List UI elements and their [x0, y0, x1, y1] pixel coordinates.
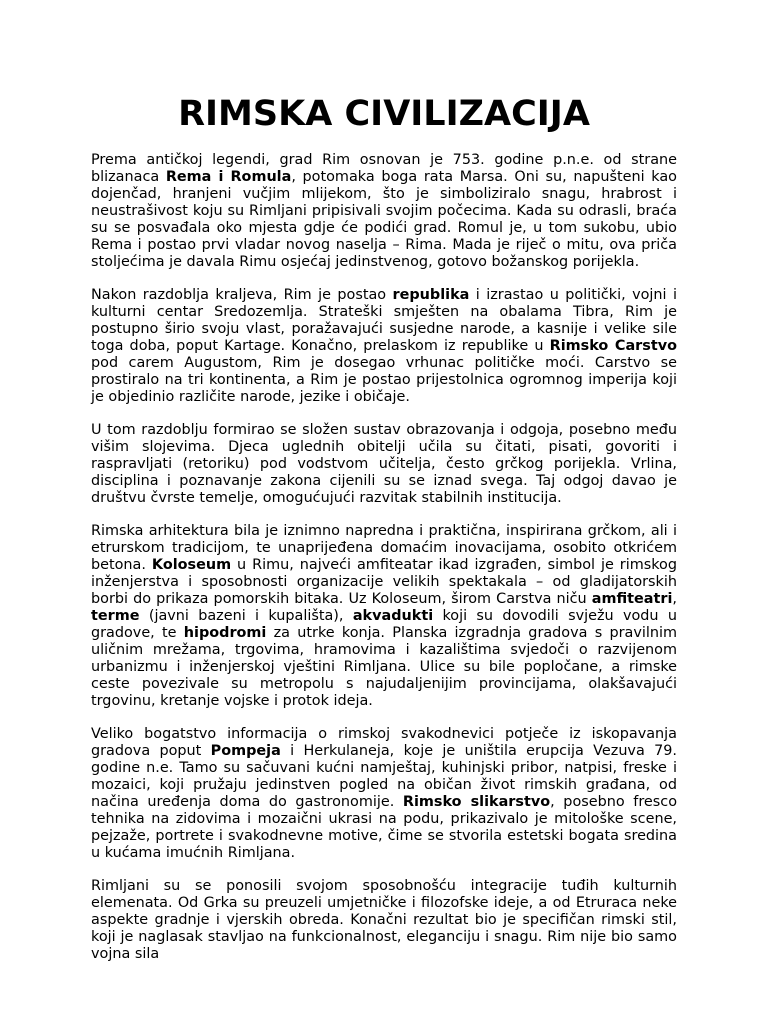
- text-run: Prema antičkoj legendi, grad Rim osnovan je 753. godine p.n.e. od strane blizanaca: [91, 152, 677, 185]
- bold-term: hipodromi: [183, 625, 267, 641]
- bold-term: Rimsko Carstvo: [549, 338, 677, 354]
- text-run: pod carem Augustom, Rim je dosegao vrhunac političke moći. Carstvo se prostiralo na tri kontinenta, a Rim je postao prijestolnica ogromnog imperija koji je objedinio različite narode, jezike i običaje.: [91, 355, 677, 405]
- document-page: [91, 88, 677, 979]
- text-run: ,: [672, 591, 677, 607]
- document-body: [91, 152, 677, 963]
- paragraph-architecture: [91, 523, 677, 710]
- bold-term: Rema i Romula: [165, 169, 292, 185]
- text-run: Nakon razdoblja kraljeva, Rim je postao: [91, 287, 393, 303]
- paragraph-republic: [91, 287, 677, 406]
- bold-term: Pompeja: [210, 743, 281, 759]
- paragraph-daily-life: [91, 726, 677, 862]
- bold-term: terme: [91, 608, 140, 624]
- text-run: Rimska arhitektura bila je iznimno napredna i praktična, inspirirana grčkom, ali i etrurskom tradicijom, te unaprijeđena domaćim inovacijama, osobito otkrićem betona.: [91, 523, 677, 573]
- text-run: Rimljani su se ponosili svojom sposobnošću integracije tuđih kulturnih elemenata. Od Grka su preuzeli umjetničke i filozofske ideje, a od Etruraca neke aspekte gradnje i vjerskih obreda. Konačni rezultat bio je specifičan rimski stil, koji je naglasak stavljao na funkcionalnost, eleganciju i snagu. Rim nije bio samo vojna sila: [91, 878, 677, 962]
- document-title: RIMSKA CIVILIZACIJA: [178, 94, 590, 134]
- bold-term: Rimsko slikarstvo: [402, 794, 551, 810]
- text-run: , potomaka boga rata Marsa. Oni su, napušteni kao dojenčad, hranjeni vučjim mlijekom, što je simboliziralo snagu, hrabrost i neustrašivost koju su Rimljani pripisivali svojim počecima. Kada su odrasli, braća su se posvađala oko mjesta gdje će podići grad. Romul je, u tom sukobu, ubio Rema i postao prvi vladar novog naselja – Rima. Mada je riječ o mitu, ova priča stoljećima je davala Rimu osjećaj jedinstvenog, gotovo božanskog porijekla.: [91, 169, 677, 270]
- text-run: u Rimu, najveći amfiteatar ikad izgrađen, simbol je rimskog inženjerstva i sposobnosti organizacije velikih spektakala – od gladijatorskih borbi do prikaza pomorskih bitaka. Uz Koloseum, širom Carstva niču: [91, 557, 677, 607]
- text-run: za utrke konja. Planska izgradnja gradova s pravilnim uličnim mrežama, trgovima, hramovima i kazalištima svjedoči o razvijenom urbanizmu i inženjerskoj vještini Rimljana. Ulice su bile popločane, a rimske ceste povezivale su metropolu s najudaljenijim provincijama, olakšavajući trgovinu, kretanje vojske i protok ideja.: [91, 625, 677, 709]
- bold-term: akvadukti: [352, 608, 434, 624]
- paragraph-education: [91, 422, 677, 507]
- text-run: i izrastao u politički, vojni i kulturni centar Sredozemlja. Strateški smješten na obalama Tibra, Rim je postupno širio svoju vlast, poražavajući susjedne narode, a kasnije i velike sile toga doba, poput Kartage. Konačno, prelaskom iz republike u: [91, 287, 677, 354]
- bold-term: republika: [392, 287, 470, 303]
- text-run: koji su dovodili svježu vodu u gradove, te: [91, 608, 678, 641]
- text-run: , posebno fresco tehnika na zidovima i mozaični ukrasi na podu, prikazivalo je mitološke scene, pejzaže, portrete i svakodnevne motive, čime se stvorila estetski bogata sredina u kućama imućnih Rimljana.: [91, 794, 677, 861]
- bold-term: Koloseum: [151, 557, 232, 573]
- bold-term: amfiteatri: [591, 591, 673, 607]
- text-run: i Herkulaneja, koje je uništila erupcija Vezuva 79. godine n.e. Tamo su sačuvani kućni namještaj, kuhinjski pribor, natpisi, freske i mozaici, koji pružaju jedinstven pogled na običan život rimskih građana, od načina uređenja doma do gastronomije.: [91, 743, 677, 810]
- paragraph-legend: [91, 152, 677, 271]
- paragraph-culture: [91, 878, 677, 963]
- text-run: Veliko bogatstvo informacija o rimskoj svakodnevici potječe iz iskopavanja gradova poput: [91, 726, 677, 759]
- text-run: (javni bazeni i kupališta),: [139, 608, 353, 624]
- text-run: U tom razdoblju formirao se složen sustav obrazovanja i odgoja, posebno među višim slojevima. Djeca uglednih obitelji učila su čitati, pisati, govoriti i raspravljati (retoriku) pod vodstvom učitelja, često grčkog porijekla. Vrlina, disciplina i poznavanje zakona cijenili su se iznad svega. Taj odgoj davao je društvu čvrste temelje, omogućujući razvitak stabilnih institucija.: [91, 422, 677, 506]
